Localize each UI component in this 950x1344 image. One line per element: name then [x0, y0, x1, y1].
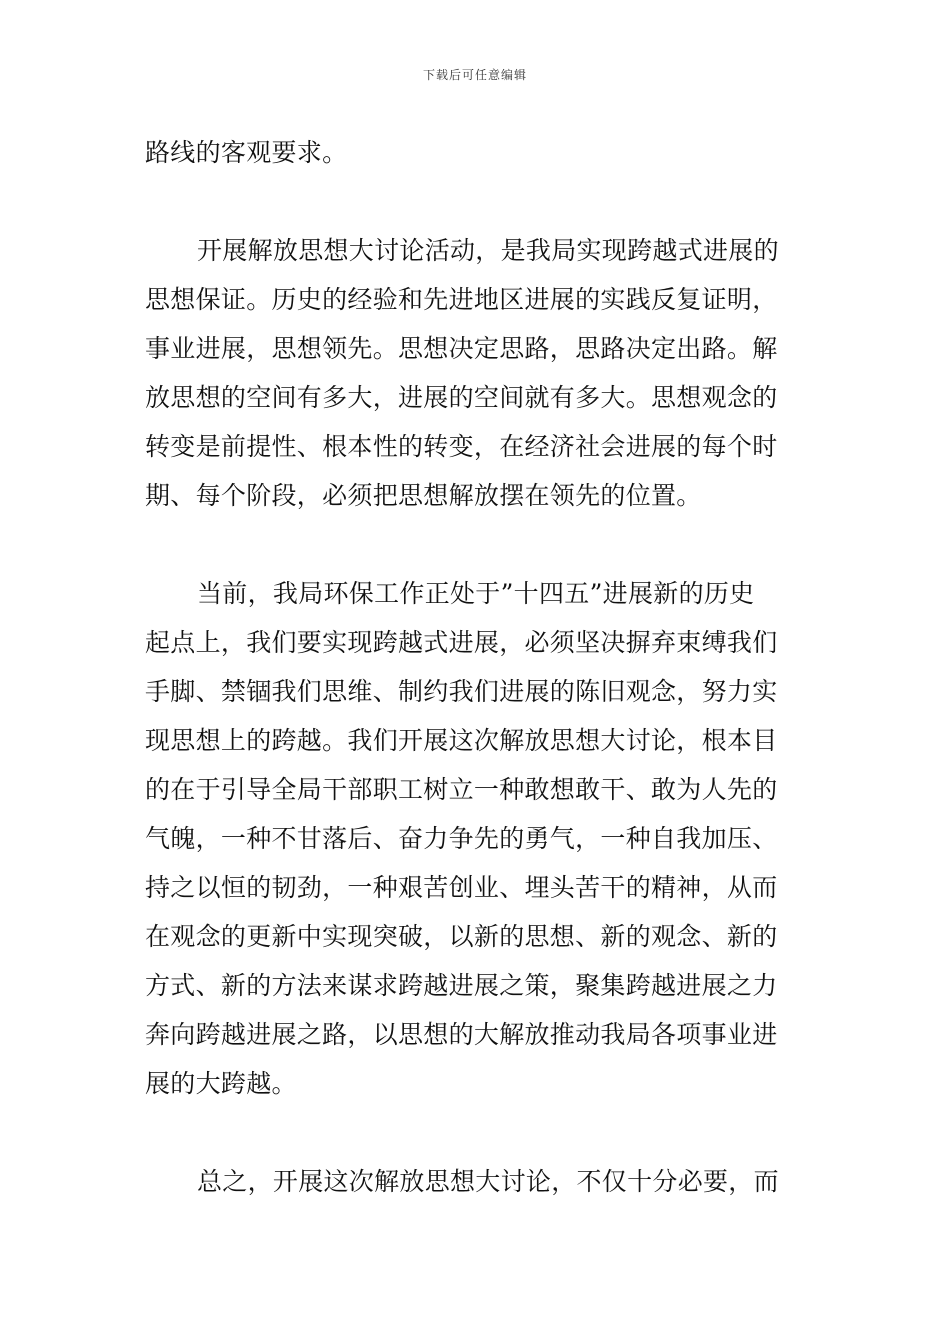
text-line: 起点上，我们要实现跨越式进展，必须坚决摒弃束缚我们 — [145, 628, 778, 657]
paragraph-gap — [145, 177, 809, 226]
text-line: 在观念的更新中实现突破，以新的思想、新的观念、新的 — [145, 922, 778, 951]
text-line: 持之以恒的韧劲，一种艰苦创业、埋头苦干的精神，从而 — [145, 873, 778, 902]
paragraph-gap — [145, 520, 809, 569]
text-line: 当前，我局环保工作正处于”十四五”进展新的历史 — [197, 579, 755, 608]
text-line: 总之，开展这次解放思想大讨论，不仅十分必要，而 — [197, 1167, 779, 1196]
text-line: 事业进展，思想领先。思想决定思路，思路决定出路。解 — [145, 334, 778, 363]
paragraph-gap — [145, 1108, 809, 1157]
text-line: 的在于引导全局干部职工树立一种敢想敢干、敢为人先的 — [145, 775, 778, 804]
text-line: 转变是前提性、根本性的转变，在经济社会进展的每个时 — [145, 432, 778, 461]
text-line: 思想保证。历史的经验和先进地区进展的实践反复证明， — [145, 285, 778, 314]
text-line: 期、每个阶段，必须把思想解放摆在领先的位置。 — [145, 481, 702, 510]
text-line: 放思想的空间有多大，进展的空间就有多大。思想观念的 — [145, 383, 778, 412]
text-line: 路线的客观要求。 — [145, 138, 348, 167]
text-line: 现思想上的跨越。我们开展这次解放思想大讨论，根本目 — [145, 726, 778, 755]
text-line: 奔向跨越进展之路，以思想的大解放推动我局各项事业进 — [145, 1020, 778, 1049]
text-line: 方式、新的方法来谋求跨越进展之策，聚集跨越进展之力 — [145, 971, 778, 1000]
text-line: 开展解放思想大讨论活动，是我局实现跨越式进展的 — [197, 236, 779, 265]
text-line: 气魄，一种不甘落后、奋力争先的勇气，一种自我加压、 — [145, 824, 778, 853]
document-body — [145, 128, 809, 1206]
header-note: 下载后可任意编辑 — [422, 68, 527, 82]
text-line: 手脚、禁锢我们思维、制约我们进展的陈旧观念，努力实 — [145, 677, 778, 706]
text-line: 展的大跨越。 — [145, 1069, 297, 1098]
